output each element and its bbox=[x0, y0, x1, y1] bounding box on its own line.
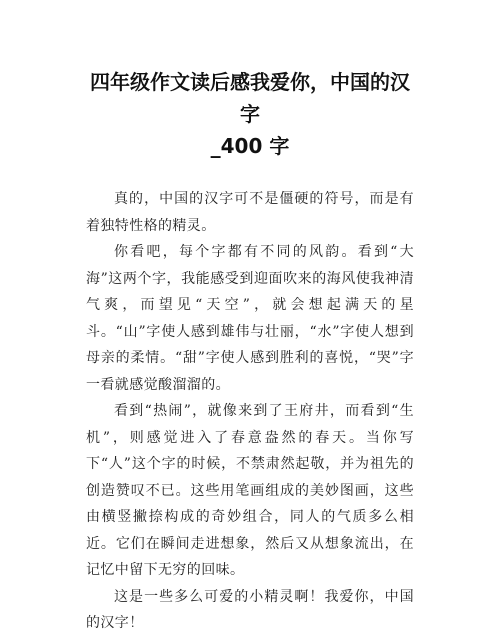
document-body bbox=[86, 186, 414, 637]
paragraph-4: 这是一些多么可爱的小精灵啊！我爱你，中国的汉字！ bbox=[86, 588, 414, 631]
paragraph-3: 看到“热闹”，就像来到了王府井，而看到“生机”，则感觉进入了春意盎然的春天。当你写下“人”这个字的时候，不禁肃然起敬，并为祖先的创造赞叹不已。这些用笔画组成的美妙图画，这些由横竖撇捺构成的奇妙组合，同人的气质多么相近。它们在瞬间走进想象，然后又从想象流出，在记忆中留下无穷的回味。 bbox=[86, 403, 414, 578]
title-line-2: _400 字 bbox=[210, 134, 290, 158]
paragraph-1: 真的，中国的汉字可不是僵硬的符号，而是有着独特性格的精灵。 bbox=[86, 191, 414, 234]
title-line-1: 四年级作文读后感我爱你，中国的汉字 bbox=[90, 70, 410, 126]
paragraph-2: 你看吧，每个字都有不同的风韵。看到“大海”这两个字，我能感受到迎面吹来的海风使我神清气爽，而望见“天空”，就会想起满天的星斗。“山”字使人感到雄伟与壮丽，“水”字使人想到母亲的柔情。“甜”字使人感到胜利的喜悦，“哭”字一看就感觉酸溜溜的。 bbox=[86, 244, 414, 393]
document-title bbox=[86, 66, 414, 162]
